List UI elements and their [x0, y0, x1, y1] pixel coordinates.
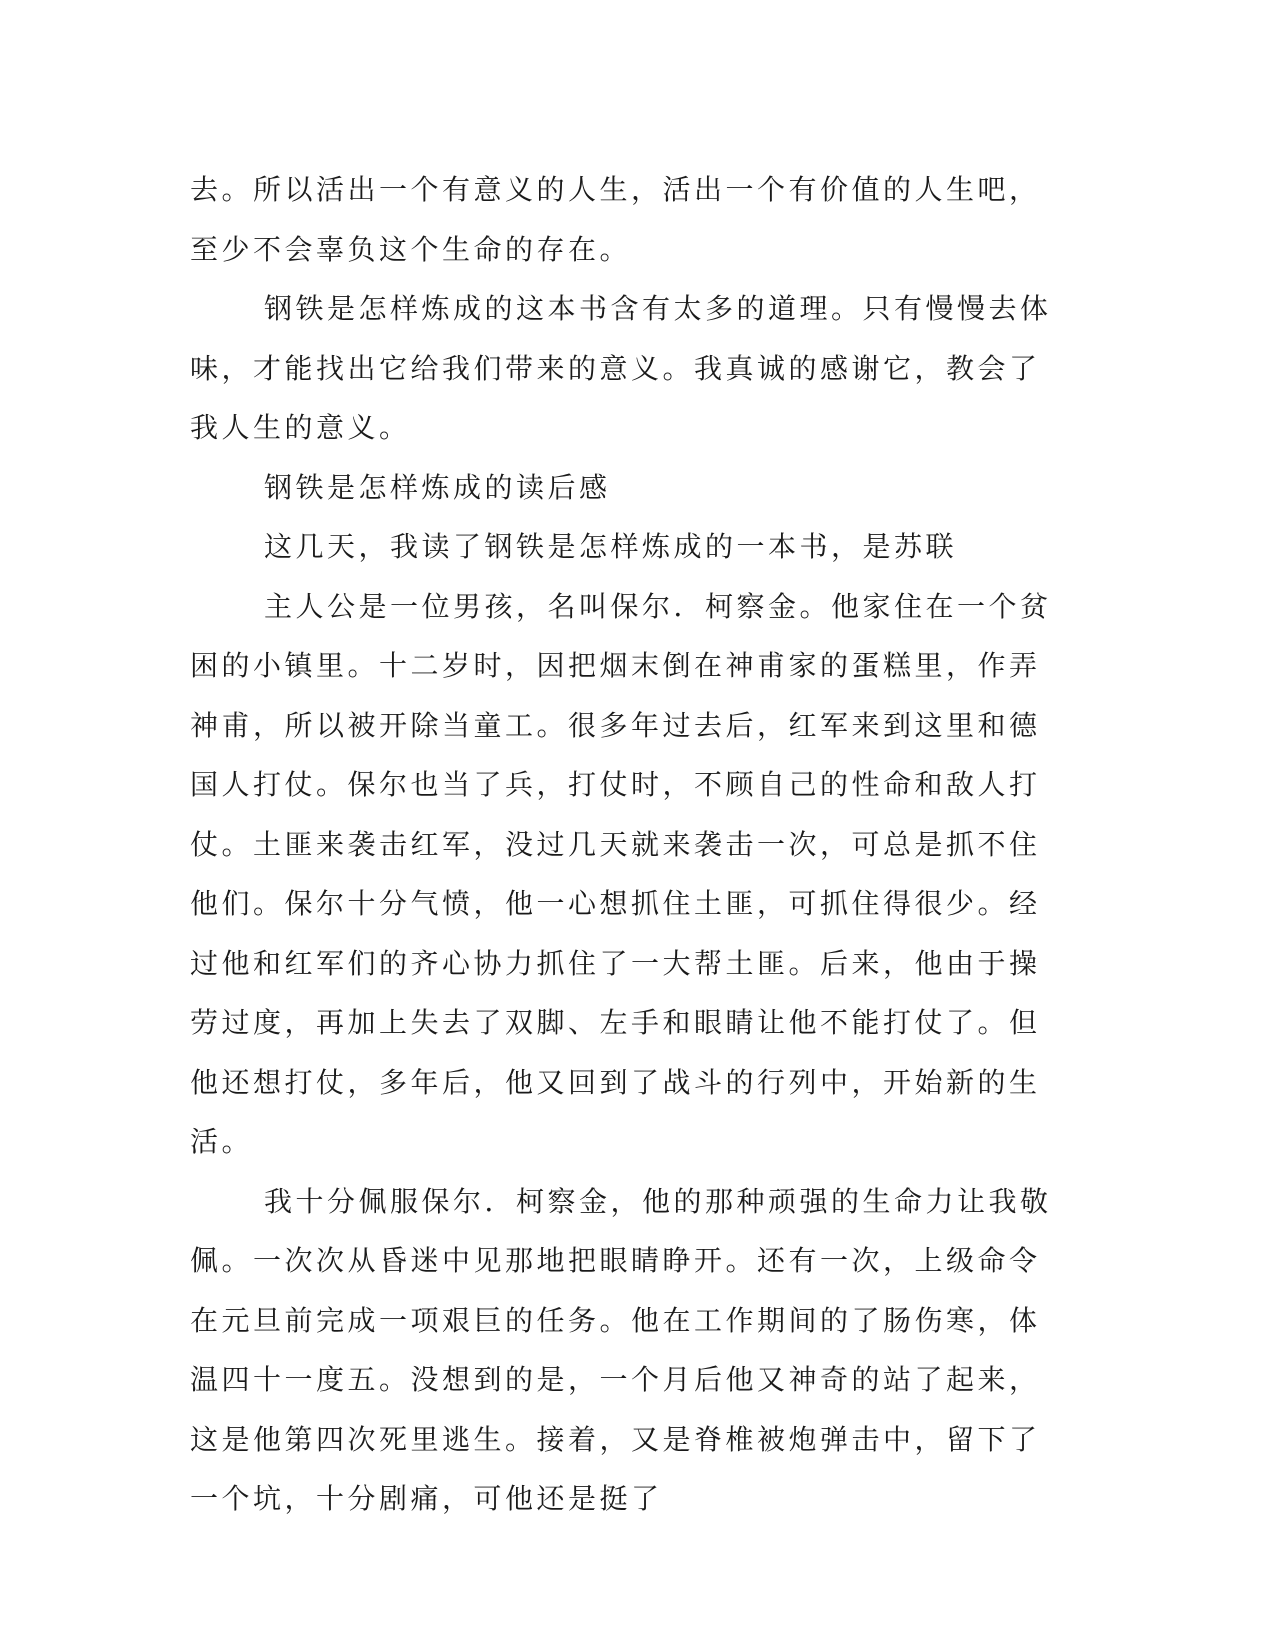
- essay-title: 钢铁是怎样炼成的读后感: [264, 470, 611, 504]
- paragraph-intro: 这几天，我读了钢铁是怎样炼成的一本书，是苏联: [264, 530, 958, 563]
- paragraph-plot-summary: 主人公是一位男孩，名叫保尔．柯察金。他家住在一个贫困的小镇里。十二岁时，因把烟末倒在神甫家的蛋糕里，作弄神甫，所以被开除当童工。很多年过去后，红军来到这里和德国人打仗。保尔也当了兵，打仗时，不顾自己的性命和敌人打仗。土匪来袭击红军，没过几天就来袭击一次，可总是抓不住他们。保尔十分气愤，他一心想抓住土匪，可抓住得很少。经过他和红军们的齐心协力抓住了一大帮土匪。后来，他由于操劳过度，再加上失去了双脚、左手和眼睛让他不能打仗了。但他还想打仗，多年后，他又回到了战斗的行列中，开始新的生活。: [190, 589, 1052, 1158]
- document-body: [190, 160, 1070, 1529]
- paragraph-continuation: 去。所以活出一个有意义的人生，活出一个有价值的人生吧，至少不会辜负这个生命的存在。: [190, 173, 1041, 266]
- paragraph-book-meaning: 钢铁是怎样炼成的这本书含有太多的道理。只有慢慢去体味，才能找出它给我们带来的意义。我真诚的感谢它，教会了我人生的意义。: [190, 292, 1052, 444]
- paragraph-admiration: 我十分佩服保尔．柯察金，他的那种顽强的生命力让我敬佩。一次次从昏迷中见那地把眼睛睁开。还有一次，上级命令在元旦前完成一项艰巨的任务。他在工作期间的了肠伤寒，体温四十一度五。没想到的是，一个月后他又神奇的站了起来，这是他第四次死里逃生。接着，又是脊椎被炮弹击中，留下了一个坑，十分剧痛，可他还是挺了: [190, 1184, 1052, 1515]
